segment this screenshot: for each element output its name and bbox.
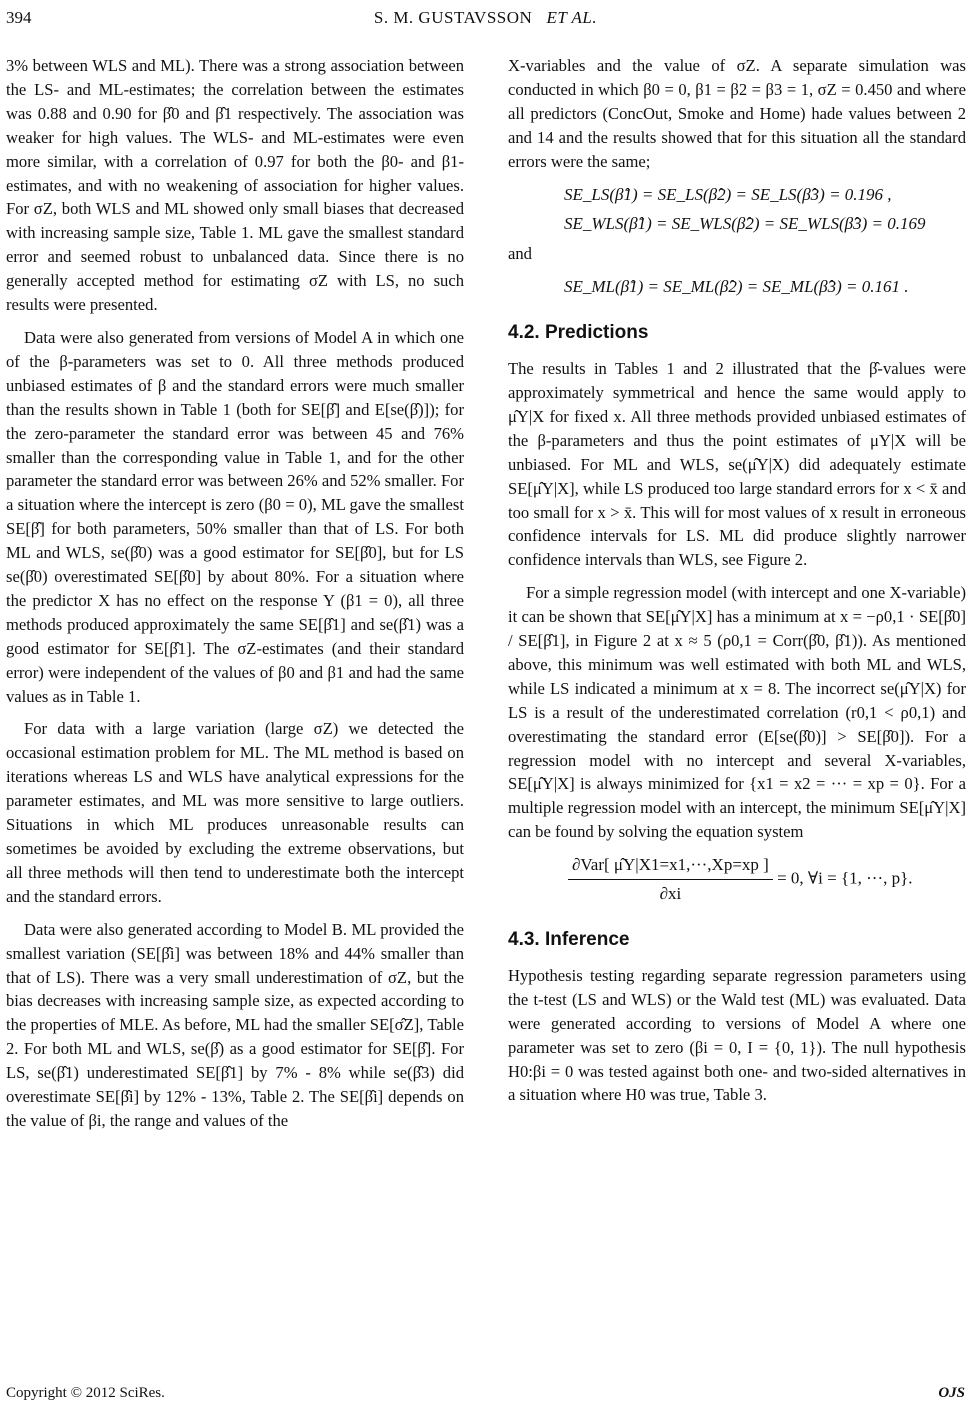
page-number: 394 bbox=[6, 8, 32, 27]
running-head-etal: ET AL. bbox=[546, 8, 598, 27]
fraction-numerator: ∂Var[ μ̂Y|X1=x1,···,Xp=xp ] bbox=[568, 853, 773, 880]
left-column bbox=[6, 54, 464, 1142]
paragraph: Data were also generated according to Model B. ML provided the smallest variation (SE[β̂i] was between 18% and 44% smaller than that of LS). There was a very small underestimation of σZ, but the bias decreases with increasing sample size, as expected according to the properties of MLE. As before, ML had the smaller SE[σ̂Z], Table 2. For both ML and WLS, se(β̂) as a good estimator for SE[β̂]. For LS, se(β̂1) underestimated SE[β̂1] by 7% - 8% while se(β̂3) did overestimate SE[β̂i] by 12% - 13%, Table 2. The SE[β̂i] depends on the value of βi, the range and values of the bbox=[6, 919, 464, 1130]
fraction bbox=[568, 853, 773, 906]
equation-ls: SE_LS(β̂1) = SE_LS(β̂2) = SE_LS(β̂3) = 0.196 , bbox=[564, 184, 892, 204]
equation-rhs: = 0, ∀i = {1, ···, p}. bbox=[777, 868, 913, 888]
copyright: Copyright © 2012 SciRes. bbox=[6, 1385, 165, 1401]
running-head bbox=[0, 8, 971, 28]
journal-abbrev: OJS bbox=[938, 1385, 965, 1401]
fraction-denominator: ∂xi bbox=[659, 884, 682, 904]
equation-ml: SE_ML(β̂1) = SE_ML(β̂2) = SE_ML(β̂3) = 0.161 . bbox=[564, 277, 909, 297]
paragraph: The results in Tables 1 and 2 illustrated that the β̂-values were approximately symmetrical and hence the same would apply to μ̂Y|X for fixed x. All three methods provided unbiased estimates of the β-parameters and thus the point estimates of μY|X will be unbiased. For ML and WLS, se(μ̂Y|X) did adequately estimate SE[μ̂Y|X], while LS produced too large standard errors for x < x̄ and too small for x > x̄. This will for most values of x result in erroneous confidence intervals for LS. ML did produce slightly narrower confidence intervals than WLS, see Figure 2. bbox=[508, 359, 966, 570]
running-head-authors: S. M. GUSTAVSSON bbox=[373, 8, 533, 27]
equation-wls: SE_WLS(β̂1) = SE_WLS(β̂2) = SE_WLS(β̂3) = 0.169 bbox=[564, 214, 926, 234]
paragraph: For a simple regression model (with intercept and one X-variable) it can be shown that SE[μ̂Y|X] has a minimum at x = −ρ0,1 · SE[β̂0] / SE[β̂1], in Figure 2 at x ≈ 5 (ρ0,1 = Corr(β̂0, β̂1)). As mentioned above, this minimum was well estimated with both ML and WLS, while LS indicated a minimum at x = 8. The incorrect se(μ̂Y|X) for LS is a result of the underestimated correlation (r0,1 < ρ0,1) and overestimating the standard error (E[se(β̂0)] > SE[β̂0]). For a regression model with no intercept and several X-variables, SE[μ̂Y|X] is always minimized for {x1 = x2 = ··· = xp = 0}. For a multiple regression model with an intercept, the minimum SE[μ̂Y|X] can be found by solving the equation system bbox=[508, 583, 966, 842]
section-heading-inference: 4.3. Inference bbox=[508, 929, 630, 950]
right-column bbox=[508, 54, 966, 1116]
page-footer bbox=[0, 1385, 971, 1407]
equation-partial-derivative bbox=[508, 853, 966, 906]
paragraph: For data with a large variation (large σZ) we detected the occasional estimation problem for ML. The ML method is based on iterations whereas LS and WLS have analytical expressions for the parameter estimates, and ML was more sensitive to large outliers. Situations in which ML produces unreasonable results can sometimes be avoided by excluding the extreme observations, but all three methods will then tend to underestimate both the intercept and the standard errors. bbox=[6, 719, 464, 906]
paragraph: X-variables and the value of σZ. A separate simulation was conducted in which β0 = 0, β1 = β2 = β3 = 1, σZ = 0.450 and where all predictors (ConcOut, Smoke and Home) hade values between 2 and 14 and the results showed that for this situation all the standard errors were the same; bbox=[508, 56, 966, 171]
page-header bbox=[0, 8, 971, 34]
paragraph: Data were also generated from versions of Model A in which one of the β-parameters was set to 0. All three methods produced unbiased estimates of β and the standard errors were much smaller than the results shown in Table 1 (both for SE[β̂] and E[se(β̂)]); for the zero-parameter the standard error was between 45 and 76% smaller than the corresponding value in Table 1, and for the other parameter the standard error was between 26% and 52% smaller. For a situation where the intercept is zero (β0 = 0), ML gave the smallest SE[β̂] for both parameters, 50% smaller than that of LS. For both ML and WLS, se(β̂0) was a good estimator for SE[β̂0], but for LS se(β̂0) overestimated SE[β̂0] by about 80%. For a situation where the predictor X has no effect on the response Y (β1 = 0), all three methods produced approximately the same SE[β̂1] and se(β̂1) was a good estimator for SE[β̂1]. The σZ-estimates (and their standard error) were independent of the values of β0 and β1 and had the same values as in Table 1. bbox=[6, 327, 464, 706]
paragraph: 3% between WLS and ML). There was a strong association between the LS- and ML-estimates; the correlation between the estimates was 0.88 and 0.90 for β̂0 and β̂1 respectively. The association was weaker for high values. The WLS- and ML-estimates were even more similar, with a correlation of 0.97 for both the β0- and β1-estimates, and with no weakening of association for higher values. For σZ, both WLS and ML showed only small biases that decreased with increasing sample size, Table 1. ML gave the smallest standard error and seemed robust to unbalanced data. Since there is no generally accepted method for estimating σZ with LS, no such results were presented. bbox=[6, 56, 464, 315]
paragraph: Hypothesis testing regarding separate regression parameters using the t-test (LS and WLS) or the Wald test (ML) was evaluated. Data were generated according to versions of Model A where one parameter was set to zero (βi = 0, I = {0, 1}). The null hypothesis H0:βi = 0 was tested against both one- and two-sided alternatives in a situation where H0 was true, Table 3. bbox=[508, 965, 966, 1105]
and-text: and bbox=[508, 244, 532, 264]
section-heading-predictions: 4.2. Predictions bbox=[508, 322, 649, 344]
